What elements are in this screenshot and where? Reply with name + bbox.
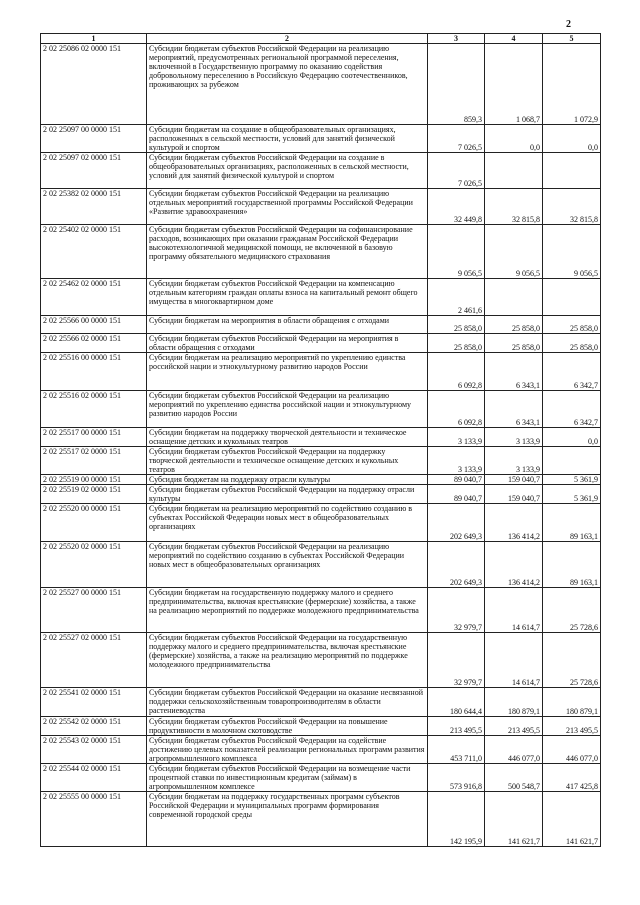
table-body	[41, 44, 601, 847]
table-row	[41, 225, 601, 279]
row-description: Субсидии бюджетам субъектов Российской Федерации на реализацию мероприятий по укреплению единства российской нации и этнокультурному развитию народов России	[147, 391, 428, 428]
row-value-col5: 25 858,0	[543, 316, 601, 334]
row-value-col5: 89 163,1	[543, 542, 601, 588]
row-value-col3: 32 449,8	[428, 189, 485, 225]
row-value-col3: 32 979,7	[428, 633, 485, 688]
table-row	[41, 353, 601, 391]
row-value-col5: 89 163,1	[543, 504, 601, 542]
row-value-col4: 136 414,2	[485, 504, 543, 542]
table-row	[41, 588, 601, 633]
table-row	[41, 44, 601, 125]
table-row	[41, 334, 601, 353]
row-description: Субсидии бюджетам субъектов Российской Федерации на софинансирование расходов, возникающих при оказании гражданам Российской Федерации высокотехнологичной медицинской помощи, не включенной в базовую программу обязательного медицинского страхования	[147, 225, 428, 279]
row-value-col4: 159 040,7	[485, 475, 543, 485]
row-value-col5	[543, 153, 601, 189]
budget-table	[40, 33, 601, 847]
row-value-col5: 0,0	[543, 125, 601, 153]
row-value-col3: 202 649,3	[428, 504, 485, 542]
table-row	[41, 316, 601, 334]
row-value-col4: 141 621,7	[485, 792, 543, 847]
table-row	[41, 485, 601, 504]
row-value-col5: 417 425,8	[543, 764, 601, 792]
row-code: 2 02 25542 02 0000 151	[41, 717, 147, 736]
table-row	[41, 717, 601, 736]
page-number: 2	[566, 19, 571, 30]
row-value-col3: 6 092,8	[428, 353, 485, 391]
row-description: Субсидии бюджетам субъектов Российской Федерации на содействие достижению целевых показателей реализации региональных программ развития агропромышленного комплекса	[147, 736, 428, 764]
row-value-col3: 7 026,5	[428, 125, 485, 153]
row-value-col5: 5 361,9	[543, 475, 601, 485]
row-code: 2 02 25097 00 0000 151	[41, 125, 147, 153]
row-value-col4: 6 343,1	[485, 391, 543, 428]
row-value-col3: 6 092,8	[428, 391, 485, 428]
row-value-col5: 5 361,9	[543, 485, 601, 504]
row-description: Субсидии бюджетам на создание в общеобразовательных организациях, расположенных в сельской местности, условий для занятий физической культурой и спортом	[147, 125, 428, 153]
table-row	[41, 792, 601, 847]
table-row	[41, 764, 601, 792]
row-value-col4: 500 548,7	[485, 764, 543, 792]
table-row	[41, 633, 601, 688]
row-value-col3: 3 133,9	[428, 447, 485, 475]
column-header-4: 4	[485, 34, 543, 44]
row-description: Субсидии бюджетам субъектов Российской Федерации на реализацию мероприятий по содействию созданию в субъектах Российской Федерации новых мест в общеобразовательных организациях	[147, 542, 428, 588]
row-value-col4: 14 614,7	[485, 633, 543, 688]
row-value-col5: 6 342,7	[543, 391, 601, 428]
row-value-col4: 25 858,0	[485, 334, 543, 353]
column-header-5: 5	[543, 34, 601, 44]
row-value-col5	[543, 447, 601, 475]
row-description: Субсидии бюджетам на государственную поддержку малого и среднего предпринимательства, включая крестьянские (фермерские) хозяйства, а также на реализацию мероприятий по поддержке молодежного предпринимательства	[147, 588, 428, 633]
row-description: Субсидии бюджетам субъектов Российской Федерации на поддержку отрасли культуры	[147, 485, 428, 504]
row-code: 2 02 25519 02 0000 151	[41, 485, 147, 504]
column-header-2: 2	[147, 34, 428, 44]
row-description: Субсидии бюджетам субъектов Российской Федерации на реализацию мероприятий, предусмотренных региональной программой переселения, включенной в Государственную программу по оказанию содействия добровольному переселению в Российскую Федерацию соотечественников, проживающих за рубежом	[147, 44, 428, 125]
row-value-col3: 25 858,0	[428, 316, 485, 334]
row-value-col3: 89 040,7	[428, 485, 485, 504]
row-value-col4: 3 133,9	[485, 447, 543, 475]
row-description: Субсидии бюджетам субъектов Российской Федерации на компенсацию отдельным категориям граждан оплаты взноса на капитальный ремонт общего имущества в многоквартирном доме	[147, 279, 428, 316]
row-value-col4: 213 495,5	[485, 717, 543, 736]
row-code: 2 02 25543 02 0000 151	[41, 736, 147, 764]
table-row	[41, 688, 601, 717]
row-value-col4: 159 040,7	[485, 485, 543, 504]
row-value-col3: 202 649,3	[428, 542, 485, 588]
row-value-col4: 136 414,2	[485, 542, 543, 588]
row-value-col3: 142 195,9	[428, 792, 485, 847]
row-code: 2 02 25517 00 0000 151	[41, 428, 147, 447]
row-code: 2 02 25516 00 0000 151	[41, 353, 147, 391]
row-description: Субсидии бюджетам субъектов Российской Федерации на оказание несвязанной поддержки сельскохозяйственным товаропроизводителям в области растениеводства	[147, 688, 428, 717]
row-value-col5: 213 495,5	[543, 717, 601, 736]
row-description: Субсидии бюджетам на реализацию мероприятий по укреплению единства российской нации и этнокультурному развитию народов России	[147, 353, 428, 391]
row-code: 2 02 25462 02 0000 151	[41, 279, 147, 316]
table-row	[41, 428, 601, 447]
row-value-col3: 180 644,4	[428, 688, 485, 717]
row-description: Субсидии бюджетам субъектов Российской Федерации на мероприятия в области обращения с отходами	[147, 334, 428, 353]
row-description: Субсидии бюджетам на мероприятия в области обращения с отходами	[147, 316, 428, 334]
row-value-col4: 1 068,7	[485, 44, 543, 125]
row-description: Субсидии бюджетам субъектов Российской Федерации на государственную поддержку малого и среднего предпринимательства, включая крестьянские (фермерские) хозяйства, а также на реализацию мероприятий по поддержке молодежного предпринимательства	[147, 633, 428, 688]
table-row	[41, 189, 601, 225]
row-description: Субсидии бюджетам субъектов Российской Федерации на реализацию отдельных мероприятий государственной программы Российской Федерации «Развитие здравоохранения»	[147, 189, 428, 225]
row-code: 2 02 25519 00 0000 151	[41, 475, 147, 485]
row-value-col4: 25 858,0	[485, 316, 543, 334]
row-code: 2 02 25527 00 0000 151	[41, 588, 147, 633]
row-value-col5: 180 879,1	[543, 688, 601, 717]
table-row	[41, 153, 601, 189]
row-value-col5: 25 728,6	[543, 633, 601, 688]
row-value-col3: 213 495,5	[428, 717, 485, 736]
row-description: Субсидии бюджетам субъектов Российской Федерации на поддержку творческой деятельности и техническое оснащение детских и кукольных театров	[147, 447, 428, 475]
row-value-col3: 32 979,7	[428, 588, 485, 633]
row-description: Субсидии бюджетам субъектов Российской Федерации на повышение продуктивности в молочном скотоводстве	[147, 717, 428, 736]
row-value-col3: 25 858,0	[428, 334, 485, 353]
row-value-col5: 25 858,0	[543, 334, 601, 353]
row-code: 2 02 25520 02 0000 151	[41, 542, 147, 588]
row-value-col4: 3 133,9	[485, 428, 543, 447]
column-number-header-row	[41, 34, 601, 44]
row-value-col3: 453 711,0	[428, 736, 485, 764]
row-value-col5: 446 077,0	[543, 736, 601, 764]
row-value-col3: 859,3	[428, 44, 485, 125]
row-value-col4: 9 056,5	[485, 225, 543, 279]
row-code: 2 02 25382 02 0000 151	[41, 189, 147, 225]
row-code: 2 02 25520 00 0000 151	[41, 504, 147, 542]
row-value-col4	[485, 153, 543, 189]
row-value-col4: 14 614,7	[485, 588, 543, 633]
row-code: 2 02 25541 02 0000 151	[41, 688, 147, 717]
row-value-col5: 0,0	[543, 428, 601, 447]
row-description: Субсидии бюджетам субъектов Российской Федерации на возмещение части процентной ставки по инвестиционным кредитам (займам) в агропромышленном комплексе	[147, 764, 428, 792]
row-description: Субсидии бюджетам на реализацию мероприятий по содействию созданию в субъектах Российской Федерации новых мест в общеобразовательных организациях	[147, 504, 428, 542]
row-value-col5: 25 728,6	[543, 588, 601, 633]
row-value-col3: 89 040,7	[428, 475, 485, 485]
row-code: 2 02 25086 02 0000 151	[41, 44, 147, 125]
row-value-col4	[485, 279, 543, 316]
row-description: Субсидии бюджетам на поддержку творческой деятельности и техническое оснащение детских и кукольных театров	[147, 428, 428, 447]
column-header-1: 1	[41, 34, 147, 44]
row-value-col3: 9 056,5	[428, 225, 485, 279]
column-header-3: 3	[428, 34, 485, 44]
row-value-col5: 6 342,7	[543, 353, 601, 391]
table-row	[41, 542, 601, 588]
row-code: 2 02 25516 02 0000 151	[41, 391, 147, 428]
table-row	[41, 125, 601, 153]
row-value-col4: 32 815,8	[485, 189, 543, 225]
row-value-col3: 2 461,6	[428, 279, 485, 316]
row-value-col3: 573 916,8	[428, 764, 485, 792]
row-value-col5: 1 072,9	[543, 44, 601, 125]
table-row	[41, 447, 601, 475]
row-value-col3: 7 026,5	[428, 153, 485, 189]
row-description: Субсидия бюджетам на поддержку отрасли культуры	[147, 475, 428, 485]
table-row	[41, 391, 601, 428]
row-code: 2 02 25402 02 0000 151	[41, 225, 147, 279]
row-code: 2 02 25097 02 0000 151	[41, 153, 147, 189]
row-value-col4: 0,0	[485, 125, 543, 153]
row-value-col5: 9 056,5	[543, 225, 601, 279]
table-row	[41, 736, 601, 764]
row-code: 2 02 25527 02 0000 151	[41, 633, 147, 688]
row-value-col4: 446 077,0	[485, 736, 543, 764]
row-value-col5: 32 815,8	[543, 189, 601, 225]
table-row	[41, 475, 601, 485]
row-value-col4: 180 879,1	[485, 688, 543, 717]
row-code: 2 02 25544 02 0000 151	[41, 764, 147, 792]
row-code: 2 02 25566 00 0000 151	[41, 316, 147, 334]
row-code: 2 02 25566 02 0000 151	[41, 334, 147, 353]
table-row	[41, 279, 601, 316]
row-code: 2 02 25555 00 0000 151	[41, 792, 147, 847]
row-value-col4: 6 343,1	[485, 353, 543, 391]
row-code: 2 02 25517 02 0000 151	[41, 447, 147, 475]
row-value-col5	[543, 279, 601, 316]
row-value-col5: 141 621,7	[543, 792, 601, 847]
table-row	[41, 504, 601, 542]
row-description: Субсидии бюджетам субъектов Российской Федерации на создание в общеобразовательных организациях, расположенных в сельской местности, условий для занятий физической культурой и спортом	[147, 153, 428, 189]
row-value-col3: 3 133,9	[428, 428, 485, 447]
row-description: Субсидии бюджетам на поддержку государственных программ субъектов Российской Федерации и муниципальных программ формирования современной городской среды	[147, 792, 428, 847]
